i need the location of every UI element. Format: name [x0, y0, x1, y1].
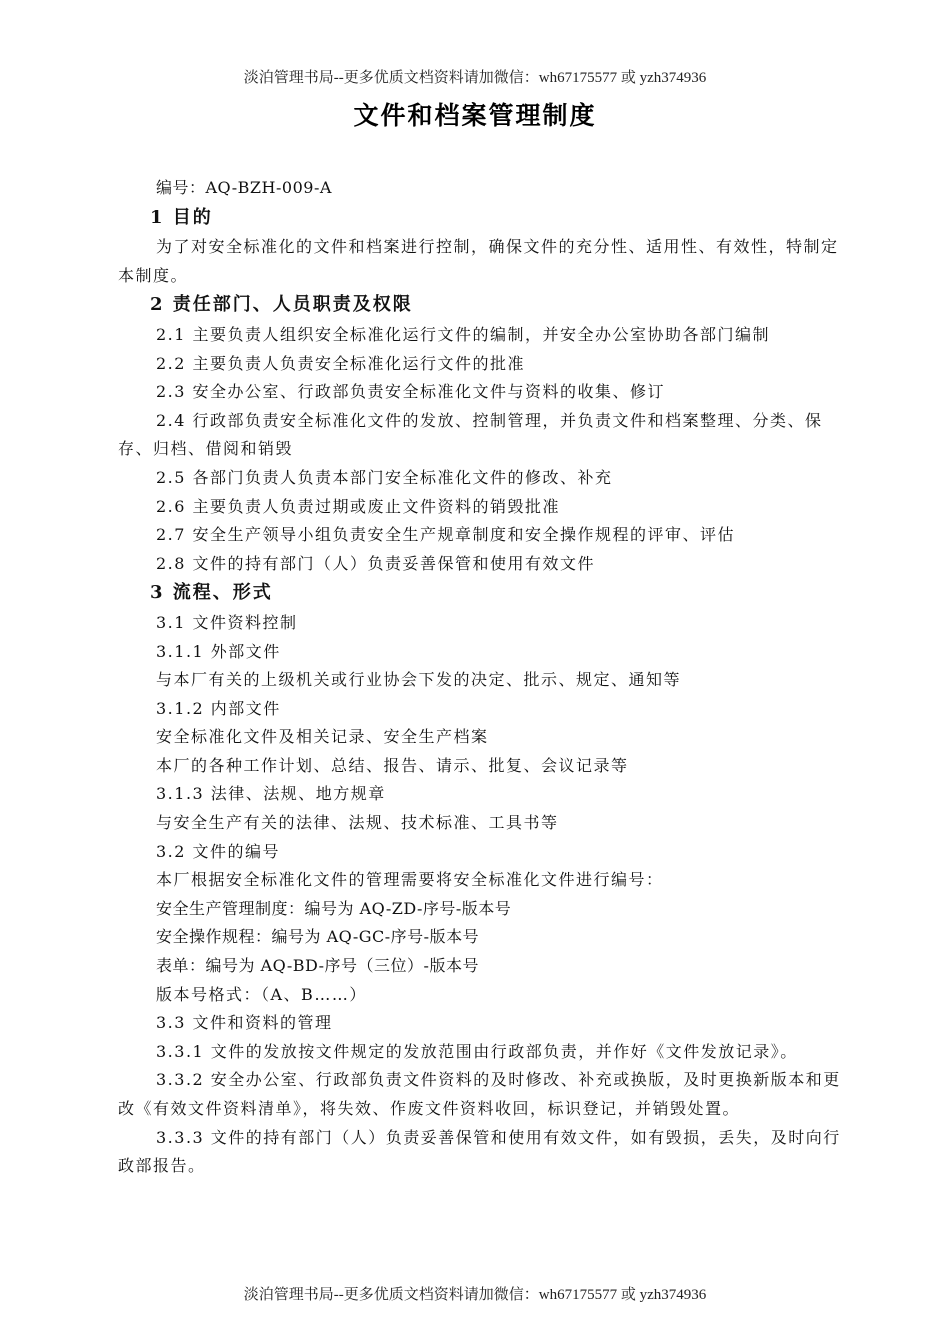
section-2-item: 2.1 主要负责人组织安全标准化运行文件的编制，并安全办公室协助各部门编制	[156, 324, 771, 344]
section-3-line: 3.1.3 法律、法规、地方规章	[156, 784, 386, 804]
section-2-item: 2.2 主要负责人负责安全标准化运行文件的批准	[156, 353, 526, 373]
section-3-line: 表单：编号为 AQ-BD-序号（三位）-版本号	[156, 956, 479, 976]
section-2-item: 2.5 各部门负责人负责本部门安全标准化文件的修改、补充	[156, 467, 613, 487]
section-3-line: 3.1.1 外部文件	[156, 641, 281, 661]
section-3-line: 与安全生产有关的法律、法规、技术标准、工具书等	[156, 813, 559, 833]
section-2-item: 2.7 安全生产领导小组负责安全生产规章制度和安全操作规程的评审、评估	[156, 525, 736, 545]
section-1-heading: 1 目的	[150, 206, 213, 228]
section-1-paragraph: 为了对安全标准化的文件和档案进行控制，确保文件的充分性、适用性、有效性，特制定本制度。	[118, 237, 839, 285]
section-3-line: 本厂的各种工作计划、总结、报告、请示、批复、会议记录等	[156, 755, 629, 775]
section-2-heading: 2 责任部门、人员职责及权限	[150, 294, 413, 316]
section-3-line: 3.1 文件资料控制	[156, 612, 298, 632]
section-3-line: 3.3.1 文件的发放按文件规定的发放范围由行政部负责，并作好《文件发放记录》。	[156, 1041, 798, 1061]
section-3-line: 3.3.3 文件的持有部门（人）负责妥善保管和使用有效文件，如有毁损，丢失，及时向行政部报告。	[118, 1127, 841, 1176]
section-2-item: 2.4 行政部负责安全标准化文件的发放、控制管理，并负责文件和档案整理、分类、保存、归档、借阅和销毁	[118, 410, 823, 459]
section-2-item: 2.3 安全办公室、行政部负责安全标准化文件与资料的收集、修订	[156, 382, 666, 402]
section-3-line: 安全操作规程：编号为 AQ-GC-序号-版本号	[156, 927, 480, 947]
section-2-item: 2.6 主要负责人负责过期或废止文件资料的销毁批准	[156, 496, 561, 516]
document-title: 文件和档案管理制度	[353, 101, 597, 130]
section-3-line: 本厂根据安全标准化文件的管理需要将安全标准化文件进行编号：	[156, 870, 664, 890]
section-2-item: 2.8 文件的持有部门（人）负责妥善保管和使用有效文件	[156, 553, 596, 573]
section-3-heading: 3 流程、形式	[150, 582, 273, 604]
page-footer-note: 淡泊管理书局--更多优质文档资料请加微信：wh67175577 或 yzh374936	[243, 1287, 707, 1303]
document-number: 编号：AQ-BZH-009-A	[156, 178, 332, 197]
section-3-line: 版本号格式：（A、B……）	[156, 984, 367, 1004]
section-3-line: 3.3.2 安全办公室、行政部负责文件资料的及时修改、补充或换版，及时更换新版本和更改《有效文件资料清单》，将失效、作废文件资料收回，标识登记，并销毁处置。	[118, 1070, 841, 1118]
section-3-line: 与本厂有关的上级机关或行业协会下发的决定、批示、规定、通知等	[156, 670, 682, 690]
document-body	[118, 174, 846, 1181]
section-3-line: 安全标准化文件及相关记录、安全生产档案	[156, 727, 489, 747]
page-header-note: 淡泊管理书局--更多优质文档资料请加微信：wh67175577 或 yzh374936	[243, 70, 707, 86]
section-3-line: 安全生产管理制度：编号为 AQ-ZD-序号-版本号	[156, 898, 512, 918]
section-3-line: 3.1.2 内部文件	[156, 698, 281, 718]
section-3-line: 3.3 文件和资料的管理	[156, 1013, 333, 1033]
section-3-line: 3.2 文件的编号	[156, 841, 281, 861]
